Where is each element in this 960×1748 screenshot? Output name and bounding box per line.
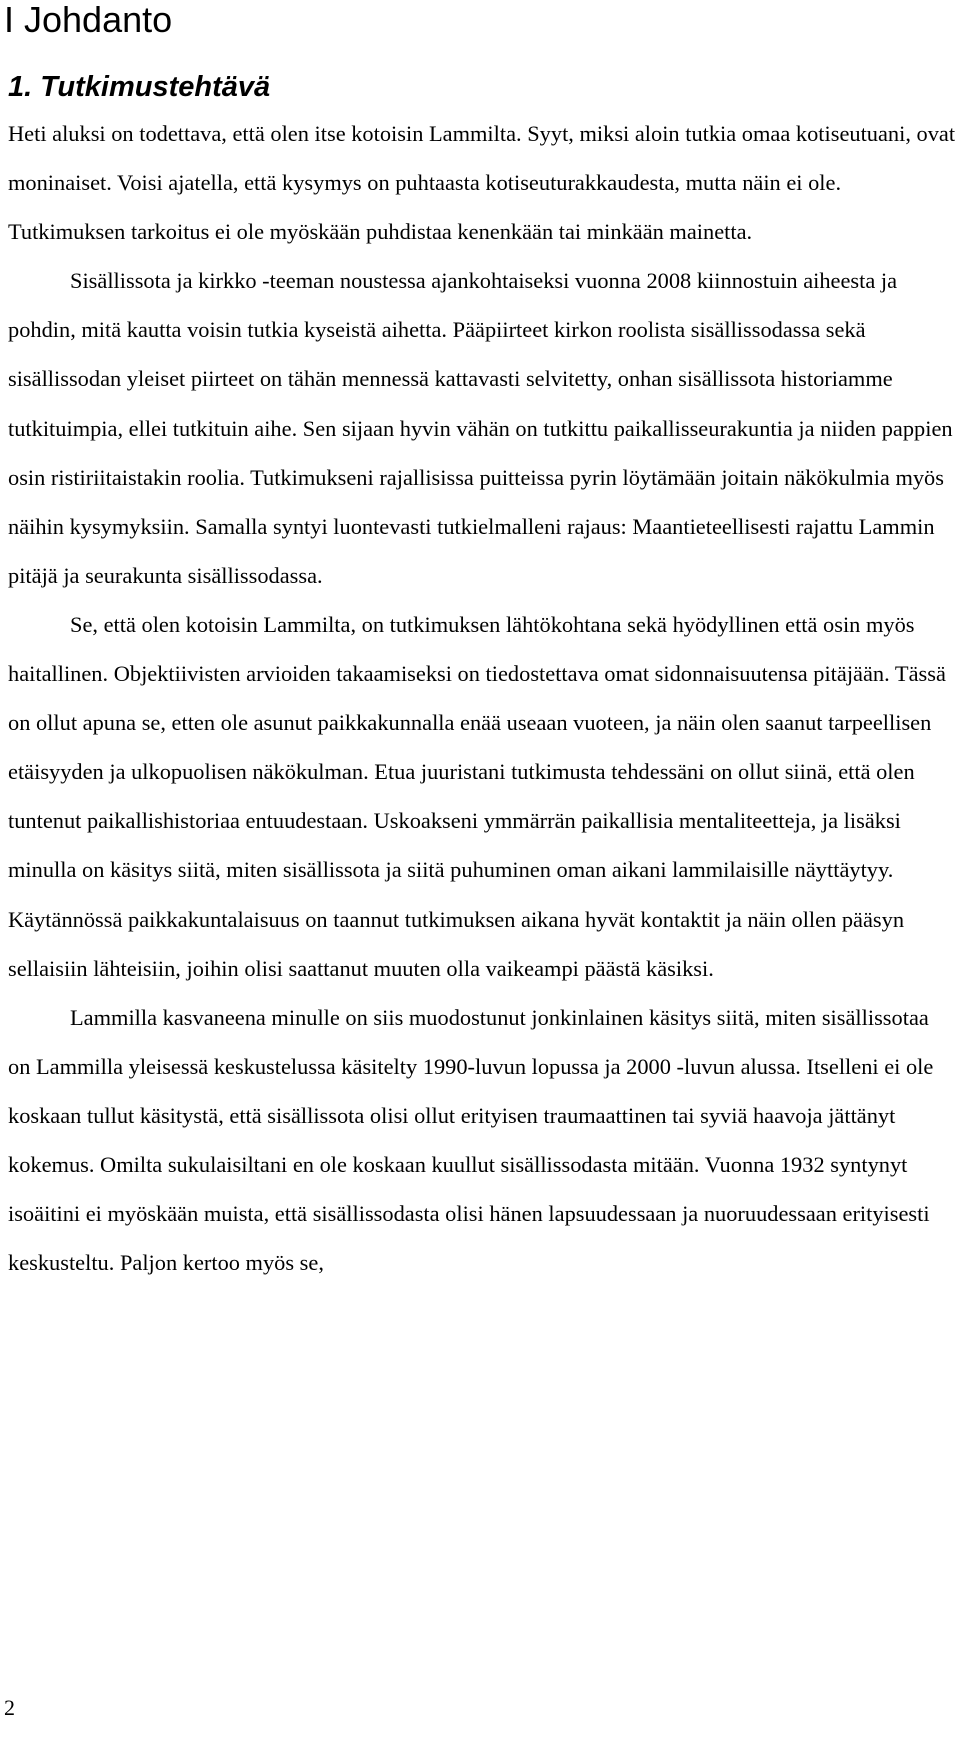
paragraph-intro: Heti aluksi on todettava, että olen itse kotoisin Lammilta. Syyt, miksi aloin tutkia omaa kotiseutuani, ovat moninaiset. Voisi ajatella, että kysymys on puhtaasta kotiseuturakkaudesta, mutta näin ei ole. Tutkimuksen tarkoitus ei ole myöskään puhdistaa kenenkään tai minkään mainetta. [8, 121, 956, 245]
paragraph-author-background: Se, että olen kotoisin Lammilta, on tutkimuksen lähtökohtana sekä hyödyllinen että osin myös haitallinen. Objektiivisten arvioiden takaamiseksi on tiedostettava omat sidonnaisuutensa pitäjään. Tässä on ollut apuna se, etten ole asunut paikkakunnalla enää useaan vuoteen, ja näin olen saanut tarpeellisen etäisyyden ja ulkopuolisen näkökulman. Etua juuristani tutkimusta tehdessäni on ollut siinä, että olen tuntenut paikallishistoriaa entuudestaan. Uskoakseni ymmärrän paikallisia mentaliteetteja, ja lisäksi minulla on käsitys siitä, miten sisällissota ja siitä puhuminen oman aikani lammilaisille näyttäytyy. Käytännössä paikkakuntalaisuus on taannut tutkimuksen aikana hyvät kontaktit ja näin ollen pääsyn sellaisiin lähteisiin, joihin olisi saattanut muuten olla vaikeampi päästä käsiksi. [8, 611, 946, 981]
body-text [8, 109, 956, 1287]
chapter-title: I Johdanto [4, 0, 173, 40]
page-number: 2 [4, 1695, 15, 1720]
section-title: 1. Tutkimustehtävä [8, 71, 271, 103]
paragraph-local-discussion: Lammilla kasvaneena minulle on siis muodostunut jonkinlainen käsitys siitä, miten sisällissotaa on Lammilla yleisessä keskustelussa käsitelty 1990-luvun lopussa ja 2000 -luvun alussa. Itselleni ei ole koskaan tullut käsitystä, että sisällissota olisi ollut erityisen traumaattinen tai syviä haavoja jättänyt kokemus. Omilta sukulaisiltani en ole koskaan kuullut sisällissodasta mitään. Vuonna 1932 syntynyt isoäitini ei myöskään muista, että sisällissodasta olisi hänen lapsuudessaan ja nuoruudessaan erityisesti keskusteltu. Paljon kertoo myös se, [8, 1004, 934, 1276]
paragraph-research-topic: Sisällissota ja kirkko -teeman noustessa ajankohtaiseksi vuonna 2008 kiinnostuin aiheesta ja pohdin, mitä kautta voisin tutkia kyseistä aihetta. Pääpiirteet kirkon roolista sisällissodassa sekä sisällissodan yleiset piirteet on tähän mennessä kattavasti selvitetty, onhan sisällissota historiamme tutkituimpia, ellei tutkituin aihe. Sen sijaan hyvin vähän on tutkittu paikallisseurakuntia ja niiden pappien osin ristiriitaistakin roolia. Tutkimukseni rajallisissa puitteissa pyrin löytämään joitain näkökulmia myös näihin kysymyksiin. Samalla syntyi luontevasti tutkielmalleni rajaus: Maantieteellisesti rajattu Lammin pitäjä ja seurakunta sisällissodassa. [8, 268, 953, 588]
